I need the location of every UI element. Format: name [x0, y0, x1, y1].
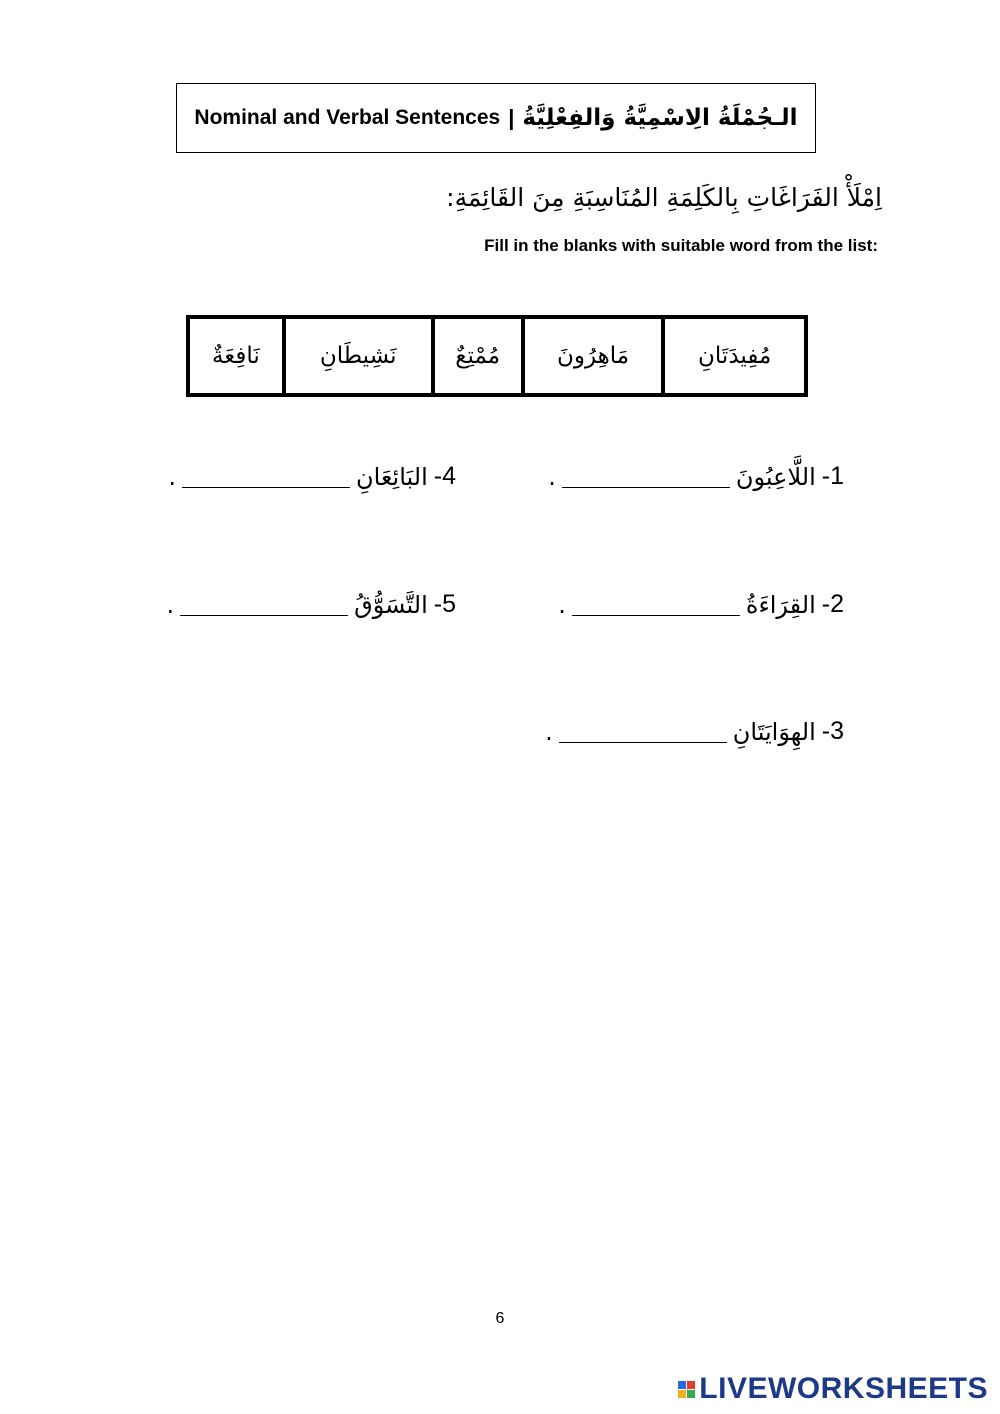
- question-period: .: [545, 718, 553, 746]
- brand-icon-square: [678, 1381, 686, 1389]
- question-period: .: [548, 463, 556, 491]
- question-2: [558, 590, 844, 619]
- question-word: التَّسَوُّقُ: [354, 591, 428, 619]
- word-bank-cell[interactable]: نَافِعَةٌ: [188, 317, 284, 395]
- word-bank-cell[interactable]: مُفِيدَتَانِ: [663, 317, 806, 395]
- question-number: 2-: [821, 590, 844, 618]
- word-bank-table: [186, 315, 808, 397]
- question-number: 5-: [433, 590, 456, 618]
- instruction-arabic: اِمْلَأْ الفَرَاغَاتِ بِالكَلِمَةِ المُنَاسِبَةِ مِنَ القَائِمَةِ:: [446, 183, 882, 212]
- question-5: [166, 590, 456, 619]
- liveworksheets-logo: [678, 1372, 988, 1406]
- brand-icon-square: [678, 1390, 686, 1398]
- question-period: .: [558, 591, 566, 619]
- question-word: اللَّاعِبُونَ: [735, 463, 816, 491]
- brand-icon-square: [687, 1381, 695, 1389]
- question-period: .: [166, 591, 175, 619]
- answer-blank[interactable]: [562, 465, 730, 488]
- word-bank-cell[interactable]: مُمْتِعٌ: [433, 317, 523, 395]
- question-1: [548, 462, 844, 491]
- brand-grid-icon: [678, 1381, 695, 1398]
- word-bank-row: [188, 317, 806, 395]
- question-3: [545, 717, 844, 746]
- brand-text: LIVEWORKSHEETS: [699, 1372, 988, 1405]
- brand-icon-square: [687, 1390, 695, 1398]
- title-english: Nominal and Verbal Sentences: [194, 106, 501, 129]
- title-box: [176, 83, 816, 153]
- answer-blank[interactable]: [572, 593, 740, 616]
- answer-blank[interactable]: [180, 593, 348, 616]
- question-word: البَائِعَانِ: [356, 463, 428, 491]
- word-bank-cell[interactable]: مَاهِرُونَ: [523, 317, 664, 395]
- answer-blank[interactable]: [559, 720, 727, 743]
- page-number: 6: [495, 1310, 505, 1327]
- answer-blank[interactable]: [182, 465, 350, 488]
- question-number: 3-: [821, 717, 844, 745]
- question-4: [168, 462, 456, 491]
- question-period: .: [168, 463, 177, 491]
- question-number: 4-: [433, 462, 456, 490]
- word-bank-cell[interactable]: نَشِيطَانِ: [284, 317, 433, 395]
- question-word: القِرَاءَةُ: [745, 591, 816, 619]
- question-word: الهِوَايَتَانِ: [732, 718, 816, 746]
- title-arabic: الـجُمْلَةُ الِاسْمِيَّةُ وَالفِعْلِيَّةُ: [522, 105, 798, 131]
- title-separator: |: [508, 105, 515, 130]
- instruction-english: Fill in the blanks with suitable word from the list:: [484, 236, 878, 255]
- question-number: 1-: [821, 462, 844, 490]
